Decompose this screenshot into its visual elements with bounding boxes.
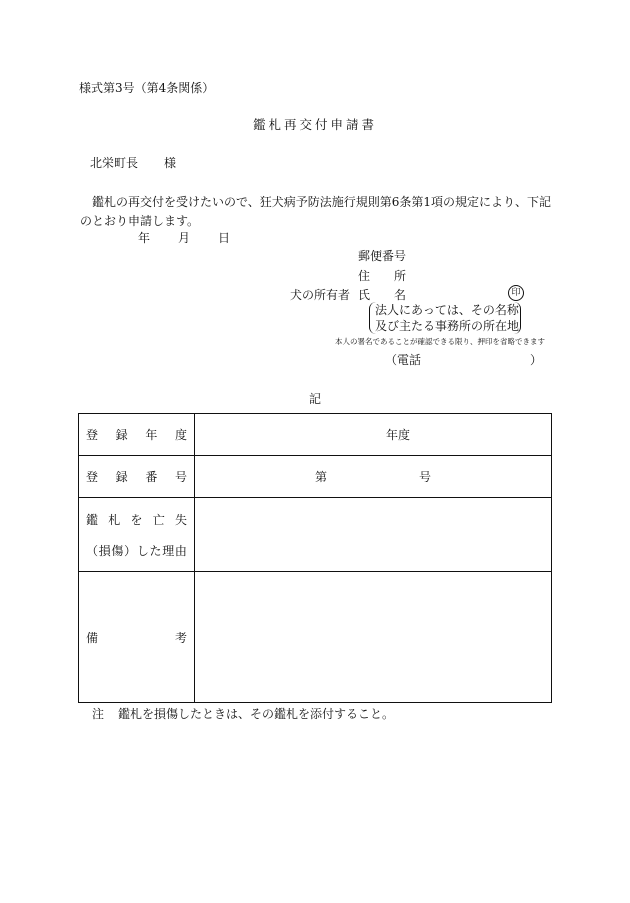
loss-reason-label-line1 (86, 511, 187, 528)
registration-number-label (86, 468, 187, 485)
registration-number-label-cell (79, 456, 195, 498)
label-char: 備 (86, 630, 99, 645)
label-char: 度 (174, 428, 187, 442)
postal-code-label: 郵便番号 (358, 249, 407, 263)
registration-year-suffix: 年度 (385, 428, 410, 442)
footnote (92, 708, 394, 720)
addressee-name: 北栄町長 (90, 156, 139, 170)
table-row (79, 572, 552, 703)
label-char: 録 (115, 470, 128, 484)
remarks-field[interactable] (195, 572, 552, 703)
loss-reason-label-cell (79, 498, 195, 572)
registration-number-prefix: 第 (315, 470, 328, 484)
name-char-2: 名 (393, 288, 406, 302)
label-char: 年 (145, 428, 158, 442)
name-label-text (358, 289, 406, 301)
corporation-note-line1: 法人にあっては、その名称 (375, 303, 519, 317)
label-char: 考 (174, 630, 187, 645)
date-month: 月 (178, 231, 191, 245)
address-char-2: 所 (393, 269, 406, 283)
addressee-honorific: 様 (164, 156, 177, 170)
table-row (79, 498, 552, 572)
address-char-1: 住 (358, 269, 371, 283)
date-day: 日 (218, 231, 231, 245)
phone-close-paren: ） (530, 353, 543, 367)
dog-owner-label: 犬の所有者 (290, 288, 351, 302)
corporation-note-line2: 及び主たる事務所の所在地 (375, 319, 520, 333)
form-number: 様式第3号（第4条関係） (79, 81, 215, 95)
label-char: 傷 (111, 543, 124, 558)
footnote-text: 鑑札を損傷したときは、その鑑札を添付すること。 (118, 707, 395, 721)
application-statement: 鑑札の再交付を受けたいので、狂犬病予防法施行規則第6条第1項の規定により、下記のとおり申請します。 (80, 195, 552, 228)
remarks-label (86, 629, 187, 646)
registration-number-suffix: 号 (418, 470, 431, 484)
label-char: し (136, 543, 149, 558)
label-char: （ (86, 543, 99, 558)
phone-label: （電話 (385, 353, 422, 367)
loss-reason-field[interactable] (195, 498, 552, 572)
signature-note: 本人の署名であることが確認できる限り、押印を省略できます (335, 337, 545, 346)
label-char: 番 (145, 470, 158, 484)
record-table (78, 413, 552, 703)
name-label (358, 289, 406, 301)
table-row (79, 414, 552, 456)
seal-mark: 印 (508, 285, 524, 301)
label-char: 理 (162, 543, 175, 558)
loss-reason-label-line2 (86, 542, 187, 559)
table-row (79, 456, 552, 498)
document-title: 鑑札再交付申請書 (252, 117, 377, 132)
ki-label: 記 (308, 392, 321, 406)
address-label (358, 270, 406, 282)
label-char: 由 (174, 543, 187, 558)
address-label-text (358, 270, 406, 282)
label-char: た (149, 543, 162, 558)
registration-year-field[interactable] (195, 414, 552, 456)
label-char: 亡 (152, 512, 165, 527)
label-char: 札 (108, 512, 121, 527)
date-line (138, 232, 230, 244)
label-char: 録 (115, 428, 128, 442)
registration-year-label (86, 426, 187, 443)
remarks-label-cell (79, 572, 195, 703)
label-char: ） (124, 543, 137, 558)
corporation-note (369, 302, 521, 334)
addressee (90, 157, 176, 169)
registration-number-value (315, 468, 431, 485)
registration-year-label-cell (79, 414, 195, 456)
registration-number-field[interactable] (195, 456, 552, 498)
date-year: 年 (138, 231, 151, 245)
label-char: 号 (174, 470, 187, 484)
phone-line (385, 353, 543, 367)
label-char: 登 (86, 428, 99, 442)
label-char: を (130, 512, 143, 527)
label-char: 鑑 (86, 512, 99, 527)
label-char: 損 (98, 543, 111, 558)
label-char: 登 (86, 470, 99, 484)
label-char: 失 (174, 512, 187, 527)
name-char-1: 氏 (358, 288, 371, 302)
footnote-mark: 注 (92, 707, 105, 721)
